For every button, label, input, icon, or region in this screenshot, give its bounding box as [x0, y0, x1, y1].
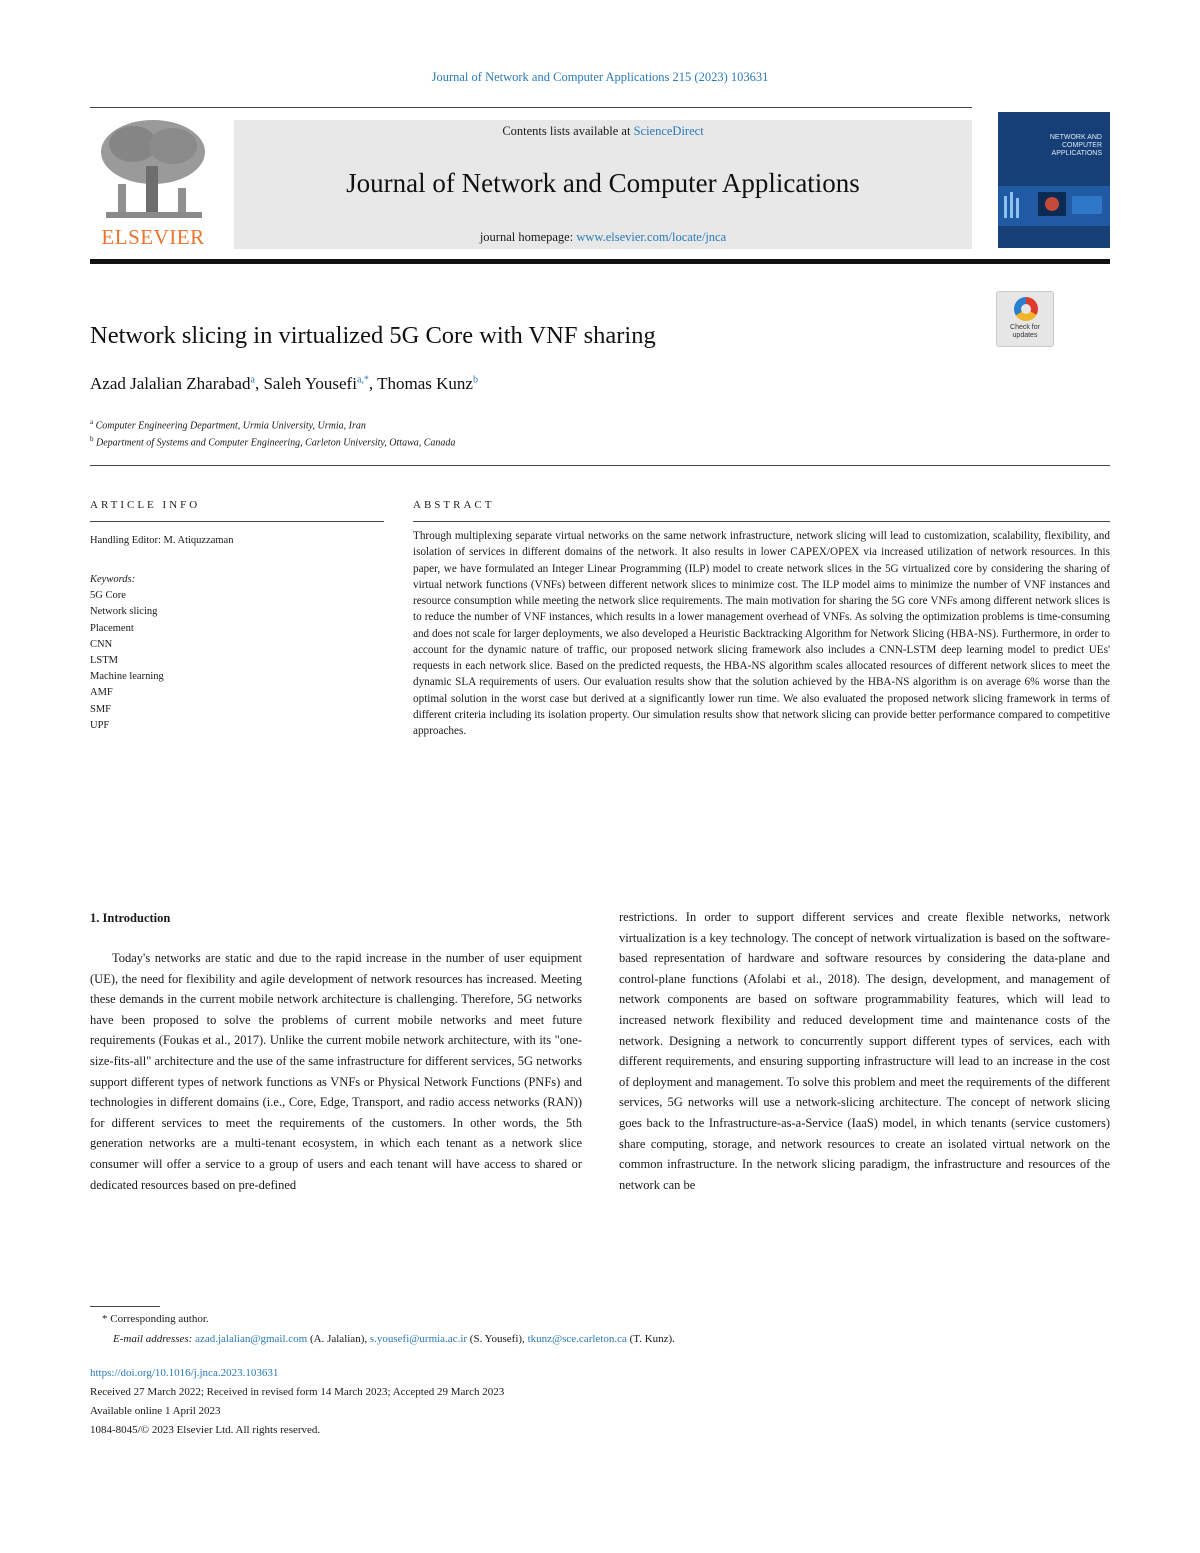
cover-art-icon: [998, 112, 1110, 248]
footnote-rule: [90, 1306, 160, 1307]
abstract-rule: [413, 521, 1110, 522]
author-affiliation-mark[interactable]: a,*: [356, 374, 369, 386]
header-thick-rule: [90, 259, 1110, 264]
keyword-item: Placement: [90, 622, 134, 634]
author-name[interactable]: Thomas Kunz: [377, 374, 473, 393]
tree-icon: [88, 114, 218, 226]
introduction-heading: 1. Introduction: [90, 911, 171, 925]
article-info-heading: ARTICLE INFO: [90, 499, 201, 511]
affiliation-text: Computer Engineering Department, Urmia University, Urmia, Iran: [95, 420, 366, 432]
journal-citation[interactable]: Journal of Network and Computer Applications 215 (2023) 103631: [431, 70, 769, 84]
author-affiliation-mark[interactable]: b: [472, 374, 478, 386]
available-online: Available online 1 April 2023: [90, 1405, 221, 1417]
email-owner: (A. Jalalian),: [309, 1333, 368, 1345]
top-rule: [90, 107, 972, 108]
corresponding-author-note: * Corresponding author.: [102, 1313, 209, 1325]
affiliation-mark: a: [90, 418, 94, 426]
keyword-list: [90, 588, 164, 734]
body-column-right: restrictions. In order to support different services and create flexible networks, network virtualization is a key technology. The concept of network virtualization is based on the software-based representation of hardware and software resources by considering the data-plane and control-plane functions (Afolabi et al., 2018). The design, development, and management of network components are based on software programmability features, which will lead to increased network flexibility and reduced development time and maintenance costs of the network. Designing a network to concurrently support different types of services, each with different requirements, and ensuring supporting infrastructure will lead to an increase in the cost of deployment and management. To solve this problem and meet the requirements of the different services, 5G networks will use a network-slicing architecture. The concept of network slicing goes back to the Infrastructure-as-a-Service (IaaS) model, in which tenants (service customers) share computing, storage, and network resources to create an isolated virtual network on the common infrastructure. In the network slicing paradigm, the infrastructure and resources of the network can be: [619, 910, 1110, 1192]
homepage-line: [234, 230, 972, 245]
check-for-updates-label: Check for updates: [1010, 324, 1040, 339]
keyword-item: UPF: [90, 719, 110, 731]
keyword-item: AMF: [90, 687, 113, 699]
handling-editor: Handling Editor: M. Atiquzzaman: [90, 535, 234, 546]
email-owner: (S. Yousefi),: [469, 1333, 525, 1345]
check-for-updates-button[interactable]: [996, 291, 1054, 347]
email-owner: (T. Kunz).: [629, 1333, 675, 1345]
journal-homepage-link[interactable]: www.elsevier.com/locate/jnca: [576, 230, 727, 244]
email-link[interactable]: azad.jalalian@gmail.com: [195, 1333, 308, 1345]
contents-line: [234, 124, 972, 139]
cover-title: NETWORK AND COMPUTER APPLICATIONS: [1049, 134, 1102, 157]
email-label: E-mail addresses:: [113, 1333, 193, 1345]
abstract-heading: ABSTRACT: [413, 499, 495, 511]
abstract-text: Through multiplexing separate virtual networks on the same network infrastructure, network slicing will lead to customization, scalability, flexibility, and isolation of services in different domains of the network. It also results in lower CAPEX/OPEX via increased utilization of network resources. In this paper, we have formulated an Integer Linear Programming (ILP) model to create network slices in the 5G virtualized core by considering the sharing of virtual network functions (VNFs) between different network slices to minimize cost. The ILP model aims to minimize the number of VNF instances and resource consumption while meeting the network slice requirements. The main motivation for sharing the 5G core VNFs among different network slices is to reduce the number of VNF instances, which results in a lower management overhead of VNFs. As solving the optimization problems is time-consuming and does not scale for larger deployments, we also developed a Heuristic Backtracking Algorithm for Network Slicing (HBA-NS). Furthermore, in order to account for the dynamic nature of traffic, our proposed network slicing framework also includes a CNN-LSTM deep learning model to predict UEs' requests in each network slice. Based on the predicted requests, the HBA-NS algorithm scales allocated resources of different network slices to meet the dynamic SLA requirements of users. Our evaluation results show that the solution achieved by the HBA-NS algorithm is on average 6% worse than the optimal solution in the worst case but derived at a significantly lower run time. We also evaluated the proposed network slicing framework in terms of different criteria including its isolation property. Our simulation results show that network slicing can provide better performance compared to competitive approaches.: [413, 530, 1110, 737]
received-dates: Received 27 March 2022; Received in revised form 14 March 2023; Accepted 29 March 2023: [90, 1386, 505, 1398]
elsevier-logo: [88, 114, 218, 250]
issn-copyright: 1084-8045/© 2023 Elsevier Ltd. All rights reserved.: [90, 1424, 321, 1436]
keyword-item: Network slicing: [90, 606, 158, 618]
author-separator: ,: [254, 374, 264, 393]
keyword-item: 5G Core: [90, 590, 126, 602]
section-rule: [90, 465, 1110, 466]
keyword-item: CNN: [90, 638, 113, 650]
author-name[interactable]: Saleh Yousefi: [263, 374, 357, 393]
journal-banner: [234, 120, 972, 249]
doi-link[interactable]: https://doi.org/10.1016/j.jnca.2023.103631: [90, 1367, 279, 1379]
author-list: [90, 374, 478, 394]
affiliation-a: [90, 418, 366, 431]
article-info-rule: [90, 521, 384, 522]
body-column-left: Today's networks are static and due to the rapid increase in the number of user equipment (UE), the need for flexibility and agile development of network resources has increased. Meeting these demands in the current mobile network architecture is challenging. Therefore, 5G networks have been proposed to solve the problems of current mobile networks and meet future requirements (Foukas et al., 2017). Unlike the current mobile network architecture, with its "one-size-fits-all" architecture and the use of the same infrastructure for different services, 5G networks support different types of network functions as VNFs or Physical Network Functions (PNFs) and technologies in different domains (i.e., Core, Edge, Transport, and radio access networks (RAN)) for different services to meet the requirements of the customers. In other words, the 5th generation networks are a multi-tenant ecosystem, in which each tenant as a network slice consumer will offer a service to a group of users and each tenant will have access to shared or dedicated resources based on pre-defined: [90, 951, 582, 1192]
keywords-block: [90, 572, 164, 734]
affiliation-mark: b: [90, 435, 94, 443]
author-name[interactable]: Azad Jalalian Zharabad: [90, 374, 251, 393]
journal-cover[interactable]: [998, 112, 1110, 248]
journal-title: Journal of Network and Computer Applications: [346, 168, 860, 198]
keyword-item: SMF: [90, 703, 112, 715]
elsevier-wordmark: ELSEVIER: [101, 225, 205, 249]
affiliation-text: Department of Systems and Computer Engineering, Carleton University, Ottawa, Canada: [96, 437, 456, 449]
author-affiliation-mark[interactable]: a: [250, 374, 255, 386]
keywords-heading: Keywords:: [90, 574, 136, 585]
email-addresses: [113, 1333, 675, 1345]
sciencedirect-link[interactable]: ScienceDirect: [633, 124, 704, 138]
email-link[interactable]: s.yousefi@urmia.ac.ir: [369, 1333, 468, 1345]
homepage-prefix: journal homepage:: [479, 230, 574, 244]
keyword-item: LSTM: [90, 655, 119, 667]
paper-title: Network slicing in virtualized 5G Core with VNF sharing: [90, 322, 656, 349]
contents-prefix: Contents lists available at: [502, 124, 631, 138]
author-separator: ,: [368, 374, 378, 393]
keyword-item: Machine learning: [90, 671, 164, 683]
email-link[interactable]: tkunz@sce.carleton.ca: [527, 1333, 627, 1345]
affiliation-b: [90, 435, 455, 448]
crossmark-icon: [1014, 297, 1038, 321]
